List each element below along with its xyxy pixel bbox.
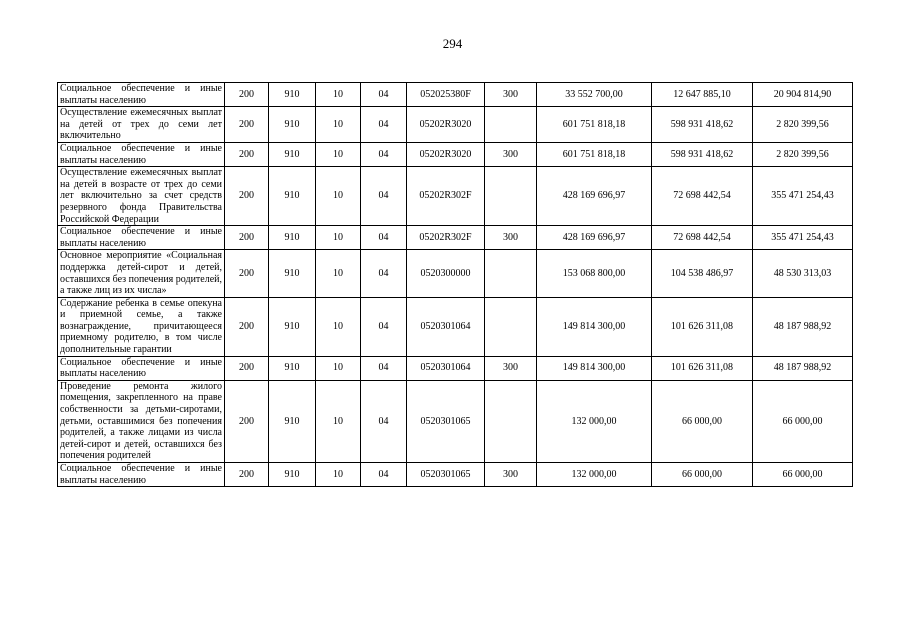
cell-amount-2: 104 538 486,97 (652, 250, 753, 297)
cell-amount-2: 598 931 418,62 (652, 107, 753, 143)
cell-col1: 200 (225, 107, 269, 143)
cell-amount-3: 48 530 313,03 (753, 250, 853, 297)
cell-col2: 910 (269, 463, 316, 487)
cell-code: 0520300000 (407, 250, 485, 297)
cell-amount-1: 132 000,00 (537, 380, 652, 462)
cell-code: 05202R3020 (407, 142, 485, 166)
table-row (58, 356, 853, 380)
cell-col3: 10 (316, 250, 361, 297)
cell-amount-3: 355 471 254,43 (753, 167, 853, 226)
cell-kind (485, 297, 537, 356)
cell-col4: 04 (361, 297, 407, 356)
cell-col1: 200 (225, 250, 269, 297)
cell-col1: 200 (225, 167, 269, 226)
cell-col2: 910 (269, 83, 316, 107)
cell-col3: 10 (316, 142, 361, 166)
cell-col2: 910 (269, 142, 316, 166)
cell-amount-2: 101 626 311,08 (652, 297, 753, 356)
cell-col3: 10 (316, 356, 361, 380)
cell-col1: 200 (225, 83, 269, 107)
cell-amount-3: 48 187 988,92 (753, 297, 853, 356)
cell-col2: 910 (269, 250, 316, 297)
cell-name: Проведение ремонта жилого помещения, закрепленного на праве собственности за детьми-сиротами, детьми, оставшимися без попечения родителей, а также лицами из числа детей-сирот и детей, оставшихся без попечения родителей (58, 380, 225, 462)
cell-kind (485, 107, 537, 143)
cell-amount-3: 2 820 399,56 (753, 142, 853, 166)
cell-col4: 04 (361, 250, 407, 297)
cell-code: 05202R302F (407, 167, 485, 226)
table-row (58, 297, 853, 356)
cell-col3: 10 (316, 226, 361, 250)
cell-col4: 04 (361, 83, 407, 107)
cell-col1: 200 (225, 356, 269, 380)
cell-code: 0520301064 (407, 356, 485, 380)
cell-amount-2: 101 626 311,08 (652, 356, 753, 380)
table-row (58, 250, 853, 297)
table-row (58, 463, 853, 487)
cell-name: Социальное обеспечение и иные выплаты населению (58, 356, 225, 380)
cell-col4: 04 (361, 167, 407, 226)
cell-amount-1: 428 169 696,97 (537, 167, 652, 226)
cell-col2: 910 (269, 107, 316, 143)
cell-col2: 910 (269, 226, 316, 250)
cell-name: Содержание ребенка в семье опекуна и приемной семье, а также вознаграждение, причитающееся приемному родителю, в том числе дополнительные гарантии (58, 297, 225, 356)
cell-amount-1: 601 751 818,18 (537, 142, 652, 166)
cell-kind (485, 250, 537, 297)
cell-kind (485, 167, 537, 226)
cell-col3: 10 (316, 107, 361, 143)
budget-table (57, 82, 853, 487)
cell-amount-3: 20 904 814,90 (753, 83, 853, 107)
cell-col4: 04 (361, 356, 407, 380)
cell-col3: 10 (316, 297, 361, 356)
table-row (58, 380, 853, 462)
cell-amount-3: 66 000,00 (753, 463, 853, 487)
table-body (58, 83, 853, 487)
table-row (58, 107, 853, 143)
cell-amount-2: 72 698 442,54 (652, 226, 753, 250)
cell-amount-1: 428 169 696,97 (537, 226, 652, 250)
cell-amount-3: 66 000,00 (753, 380, 853, 462)
cell-col2: 910 (269, 380, 316, 462)
cell-col1: 200 (225, 463, 269, 487)
cell-name: Социальное обеспечение и иные выплаты населению (58, 463, 225, 487)
cell-col2: 910 (269, 167, 316, 226)
cell-col3: 10 (316, 83, 361, 107)
cell-kind: 300 (485, 226, 537, 250)
cell-amount-1: 33 552 700,00 (537, 83, 652, 107)
cell-amount-1: 149 814 300,00 (537, 356, 652, 380)
cell-col4: 04 (361, 380, 407, 462)
table-row (58, 142, 853, 166)
cell-amount-3: 2 820 399,56 (753, 107, 853, 143)
table-row (58, 226, 853, 250)
cell-amount-1: 149 814 300,00 (537, 297, 652, 356)
cell-amount-1: 153 068 800,00 (537, 250, 652, 297)
cell-code: 05202R3020 (407, 107, 485, 143)
cell-name: Социальное обеспечение и иные выплаты населению (58, 142, 225, 166)
cell-name: Осуществление ежемесячных выплат на детей в возрасте от трех до семи лет включительно за счет средств резервного фонда Правительства Российской Федерации (58, 167, 225, 226)
cell-col3: 10 (316, 167, 361, 226)
cell-name: Основное мероприятие «Социальная поддержка детей-сирот и детей, оставшихся без попечения родителей, а также лиц из их числа» (58, 250, 225, 297)
cell-col4: 04 (361, 463, 407, 487)
cell-amount-1: 601 751 818,18 (537, 107, 652, 143)
cell-col2: 910 (269, 356, 316, 380)
cell-amount-2: 12 647 885,10 (652, 83, 753, 107)
cell-kind: 300 (485, 356, 537, 380)
cell-code: 05202R302F (407, 226, 485, 250)
cell-col4: 04 (361, 107, 407, 143)
page-number: 294 (442, 36, 463, 51)
cell-amount-2: 66 000,00 (652, 380, 753, 462)
cell-amount-1: 132 000,00 (537, 463, 652, 487)
cell-kind (485, 380, 537, 462)
cell-code: 0520301064 (407, 297, 485, 356)
cell-col2: 910 (269, 297, 316, 356)
table-row (58, 167, 853, 226)
cell-col4: 04 (361, 226, 407, 250)
cell-amount-3: 48 187 988,92 (753, 356, 853, 380)
cell-amount-2: 72 698 442,54 (652, 167, 753, 226)
table-row (58, 83, 853, 107)
cell-col4: 04 (361, 142, 407, 166)
cell-col3: 10 (316, 380, 361, 462)
cell-amount-2: 66 000,00 (652, 463, 753, 487)
cell-name: Осуществление ежемесячных выплат на детей от трех до семи лет включительно (58, 107, 225, 143)
cell-col1: 200 (225, 380, 269, 462)
cell-col1: 200 (225, 226, 269, 250)
cell-col1: 200 (225, 142, 269, 166)
cell-kind: 300 (485, 83, 537, 107)
cell-col1: 200 (225, 297, 269, 356)
cell-code: 0520301065 (407, 463, 485, 487)
cell-kind: 300 (485, 142, 537, 166)
cell-code: 052025380F (407, 83, 485, 107)
cell-amount-2: 598 931 418,62 (652, 142, 753, 166)
cell-name: Социальное обеспечение и иные выплаты населению (58, 226, 225, 250)
cell-name: Социальное обеспечение и иные выплаты населению (58, 83, 225, 107)
cell-amount-3: 355 471 254,43 (753, 226, 853, 250)
cell-col3: 10 (316, 463, 361, 487)
cell-code: 0520301065 (407, 380, 485, 462)
cell-kind: 300 (485, 463, 537, 487)
